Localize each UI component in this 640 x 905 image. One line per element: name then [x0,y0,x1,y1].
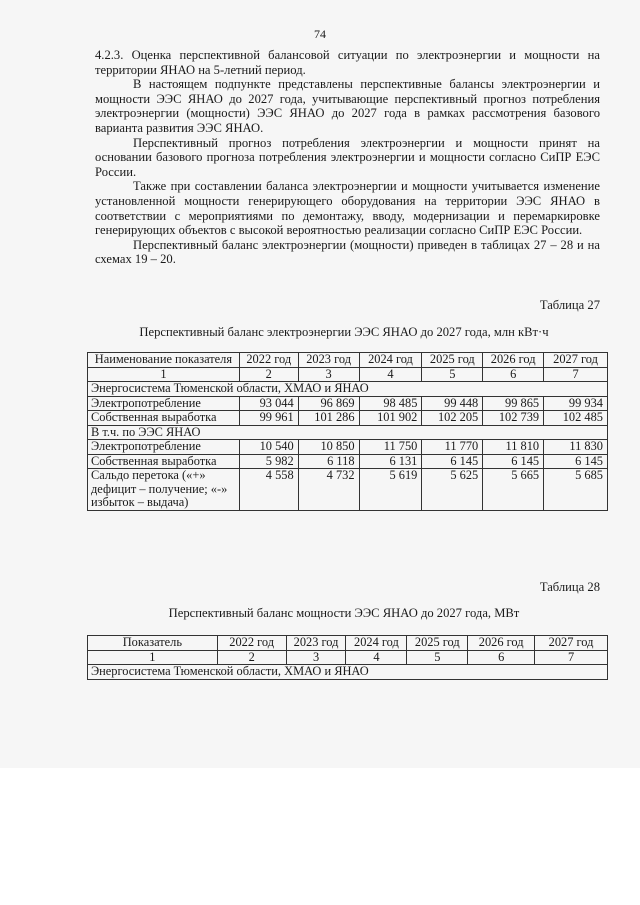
table28 [87,635,608,680]
header-cell: Показатель [88,636,218,651]
table27-title: Перспективный баланс электроэнергии ЭЭС ЯНАО до 2027 года, млн кВт·ч [139,325,549,339]
value-cell: 4 732 [298,469,359,511]
value-cell: 99 934 [544,396,608,411]
section-label: В т.ч. по ЭЭС ЯНАО [88,425,608,440]
value-cell: 93 044 [239,396,298,411]
value-cell: 5 625 [422,469,483,511]
table-row [88,411,608,426]
table28-title: Перспективный баланс мощности ЭЭС ЯНАО до 2027 года, МВт [168,606,520,620]
value-cell: 5 982 [239,454,298,469]
value-cell: 6 145 [483,454,544,469]
header-cell: 2022 год [239,353,298,368]
row-label: Собственная выработка [88,411,240,426]
column-number: 7 [544,367,608,382]
column-number: 6 [468,650,535,665]
header-cell: 2024 год [346,636,407,651]
header-cell: 2022 год [217,636,286,651]
value-cell: 96 869 [298,396,359,411]
value-cell: 11 770 [422,440,483,455]
header-cell: 2023 год [286,636,346,651]
table-header-row [88,353,608,368]
header-cell: 2026 год [483,353,544,368]
column-number: 5 [422,367,483,382]
table-row [88,396,608,411]
column-number: 6 [483,367,544,382]
column-number: 7 [535,650,608,665]
table27 [87,352,608,511]
value-cell: 6 118 [298,454,359,469]
section-row [88,665,608,680]
header-cell: 2027 год [544,353,608,368]
value-cell: 11 750 [359,440,422,455]
value-cell: 99 961 [239,411,298,426]
column-number: 3 [286,650,346,665]
header-cell: 2024 год [359,353,422,368]
column-number: 1 [88,367,240,382]
value-cell: 5 665 [483,469,544,511]
value-cell: 5 619 [359,469,422,511]
value-cell: 6 131 [359,454,422,469]
value-cell: 99 448 [422,396,483,411]
value-cell: 11 830 [544,440,608,455]
table-row [88,440,608,455]
body-text [95,48,600,267]
section-label: Энергосистема Тюменской области, ХМАО и ЯНАО [88,382,608,397]
value-cell: 102 205 [422,411,483,426]
column-number: 4 [346,650,407,665]
row-label: Электропотребление [88,396,240,411]
value-cell: 99 865 [483,396,544,411]
header-cell: 2027 год [535,636,608,651]
value-cell: 101 902 [359,411,422,426]
row-label: Собственная выработка [88,454,240,469]
section-row [88,425,608,440]
column-number: 5 [407,650,468,665]
value-cell: 101 286 [298,411,359,426]
section-label: Энергосистема Тюменской области, ХМАО и ЯНАО [88,665,608,680]
paragraph: В настоящем подпункте представлены перспективные балансы электроэнергии и мощности ЭЭС ЯНАО до 2027 года, учитывающие перспективный прогноз потребления электроэнергии (мощности) ЭЭС ЯНАО до 2027 года в рамках рассмотрения базового варианта развития ЭЭС ЯНАО. [95,77,600,135]
header-cell: 2025 год [407,636,468,651]
table-row [88,469,608,511]
row-label: Сальдо перетока («+» дефицит – получение; «-» избыток – выдача) [88,469,240,511]
value-cell: 98 485 [359,396,422,411]
value-cell: 11 810 [483,440,544,455]
column-number: 2 [239,367,298,382]
value-cell: 6 145 [422,454,483,469]
value-cell: 102 485 [544,411,608,426]
page-number: 74 [314,27,326,41]
paragraph: Перспективный прогноз потребления электроэнергии и мощности принят на основании базового прогноза потребления электроэнергии и мощности согласно СиПР ЕЭС России. [95,135,600,179]
table-row [88,454,608,469]
column-number-row [88,650,608,665]
value-cell: 10 540 [239,440,298,455]
value-cell: 6 145 [544,454,608,469]
column-number: 4 [359,367,422,382]
header-cell: 2025 год [422,353,483,368]
section-heading: 4.2.3. Оценка перспективной балансовой ситуации по электроэнергии и мощности на территории ЯНАО на 5-летний период. [95,48,600,77]
table28-label: Таблица 28 [539,580,600,594]
paragraph: Также при составлении баланса электроэнергии и мощности учитывается изменение установленной мощности генерирующего оборудования на территории ЭЭС ЯНАО в соответствии с мероприятиями по демонтажу, вводу, модернизации и перемаркировке генерирующих объектов с высокой вероятностью реализации согласно СиПР ЕЭС России. [95,179,600,238]
value-cell: 10 850 [298,440,359,455]
table27-label: Таблица 27 [539,298,600,312]
value-cell: 102 739 [483,411,544,426]
column-number: 1 [88,650,218,665]
column-number: 3 [298,367,359,382]
header-cell: 2023 год [298,353,359,368]
value-cell: 5 685 [544,469,608,511]
value-cell: 4 558 [239,469,298,511]
column-number: 2 [217,650,286,665]
row-label: Электропотребление [88,440,240,455]
paragraph: Перспективный баланс электроэнергии (мощности) приведен в таблицах 27 – 28 и на схемах 19 – 20. [95,237,600,267]
column-number-row [88,367,608,382]
header-cell: 2026 год [468,636,535,651]
section-row [88,382,608,397]
header-cell: Наименование показателя [88,353,240,368]
table-header-row [88,636,608,651]
